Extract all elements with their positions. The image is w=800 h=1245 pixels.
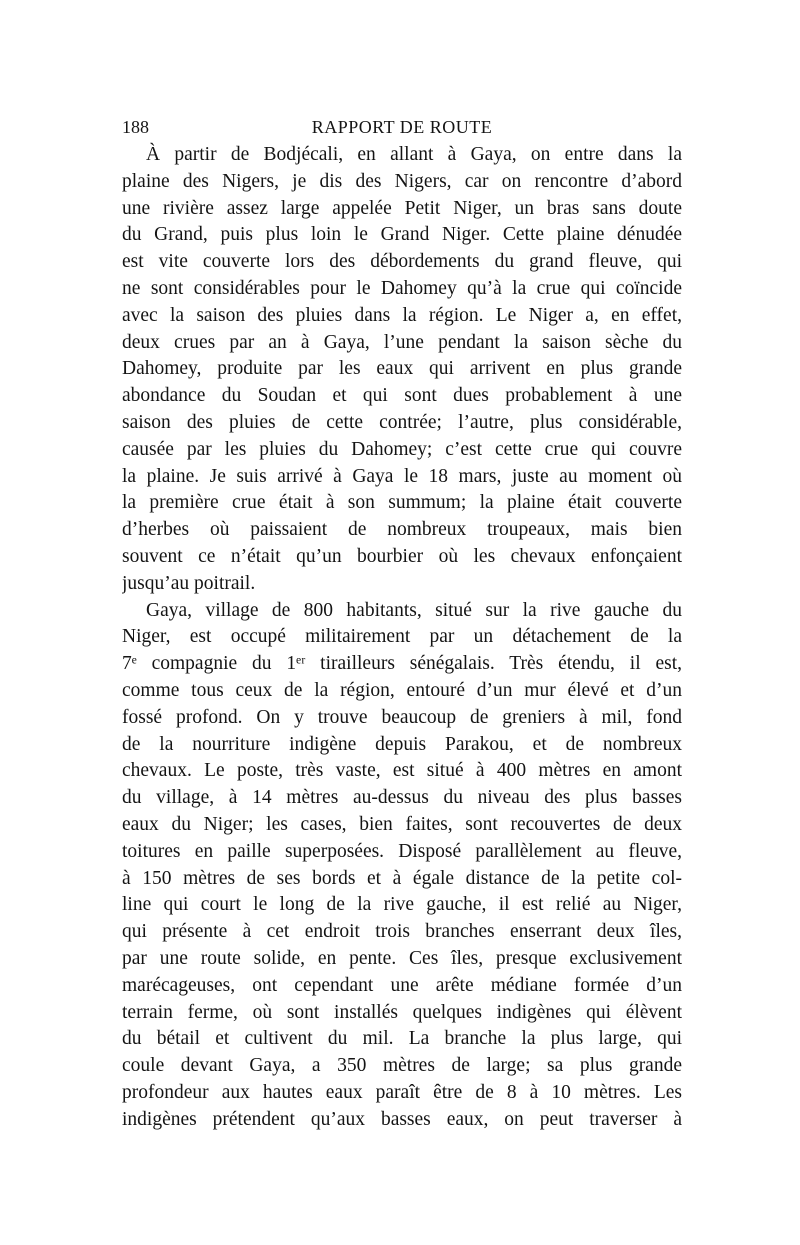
text-line: causée par les pluies du Dahomey; c’est cette crue qui couvre: [122, 438, 682, 460]
text-line: plaine des Nigers, je dis des Nigers, car on rencontre d’abord: [122, 170, 682, 192]
text-line: du bétail et cultivent du mil. La branche la plus large, qui: [122, 1028, 682, 1050]
text-line: fossé profond. On y trouve beaucoup de greniers à mil, fond: [122, 706, 682, 728]
body-text: [122, 142, 682, 1133]
text-line: abondance du Soudan et qui sont dues probablement à une: [122, 385, 682, 407]
text-line: marécageuses, ont cependant une arête médiane formée d’un: [122, 974, 682, 996]
text-line: une rivière assez large appelée Petit Niger, un bras sans doute: [122, 197, 682, 219]
text-line: la première crue était à son summum; la plaine était couverte: [122, 492, 682, 514]
text-line: indigènes prétendent qu’aux basses eaux, on peut traverser à: [122, 1108, 682, 1130]
text-line: par une route solide, en pente. Ces îles, presque exclusivement: [122, 947, 682, 969]
text-line: terrain ferme, où sont installés quelques indigènes qui élèvent: [122, 1001, 682, 1023]
page-header: [122, 114, 682, 140]
page-number: 188: [122, 117, 149, 137]
text-line: deux crues par an à Gaya, l’une pendant la saison sèche du: [122, 331, 682, 353]
text-line: chevaux. Le poste, très vaste, est situé à 400 mètres en amont: [122, 760, 682, 782]
text-line: qui présente à cet endroit trois branches enserrant deux îles,: [122, 921, 682, 943]
text-line: comme tous ceux de la région, entouré d’un mur élevé et d’un: [122, 679, 682, 701]
text-line: la plaine. Je suis arrivé à Gaya le 18 mars, juste au moment où: [122, 465, 682, 487]
text-line: line qui court le long de la rive gauche, il est relié au Niger,: [122, 894, 682, 916]
text-line: de la nourriture indigène depuis Parakou, et de nombreux: [122, 733, 682, 755]
text-line: toitures en paille superposées. Disposé parallèlement au fleuve,: [122, 840, 682, 862]
text-line: Gaya, village de 800 habitants, situé sur la rive gauche du: [146, 599, 682, 621]
text-line: coule devant Gaya, a 350 mètres de large; sa plus grande: [122, 1055, 682, 1077]
text-line: saison des pluies de cette contrée; l’autre, plus considérable,: [122, 411, 682, 433]
text-line: du Grand, puis plus loin le Grand Niger. Cette plaine dénudée: [122, 224, 682, 246]
text-line: avec la saison des pluies dans la région. Le Niger a, en effet,: [122, 304, 682, 326]
text-line: du village, à 14 mètres au-dessus du niveau des plus basses: [122, 787, 682, 809]
text-line: Dahomey, produite par les eaux qui arrivent en plus grande: [122, 358, 682, 380]
text-line: 7ᵉ compagnie du 1ᵉʳ tirailleurs sénégalais. Très étendu, il est,: [122, 653, 682, 675]
text-line: est vite couverte lors des débordements du grand fleuve, qui: [122, 251, 682, 273]
text-line: Niger, est occupé militairement par un détachement de la: [122, 626, 682, 648]
text-line: profondeur aux hautes eaux paraît être de 8 à 10 mètres. Les: [122, 1081, 682, 1103]
running-title: RAPPORT DE ROUTE: [311, 117, 493, 137]
text-line: d’herbes où paissaient de nombreux troupeaux, mais bien: [122, 519, 682, 541]
text-line: à 150 mètres de ses bords et à égale distance de la petite col-: [122, 867, 682, 889]
text-line: À partir de Bodjécali, en allant à Gaya, on entre dans la: [146, 144, 682, 165]
text-line: ne sont considérables pour le Dahomey qu’à la crue qui coïncide: [122, 277, 682, 299]
text-line: souvent ce n’était qu’un bourbier où les chevaux enfonçaient: [122, 545, 682, 567]
text-line: jusqu’au poitrail.: [122, 572, 256, 594]
text-line: eaux du Niger; les cases, bien faites, sont recouvertes de deux: [122, 813, 682, 835]
